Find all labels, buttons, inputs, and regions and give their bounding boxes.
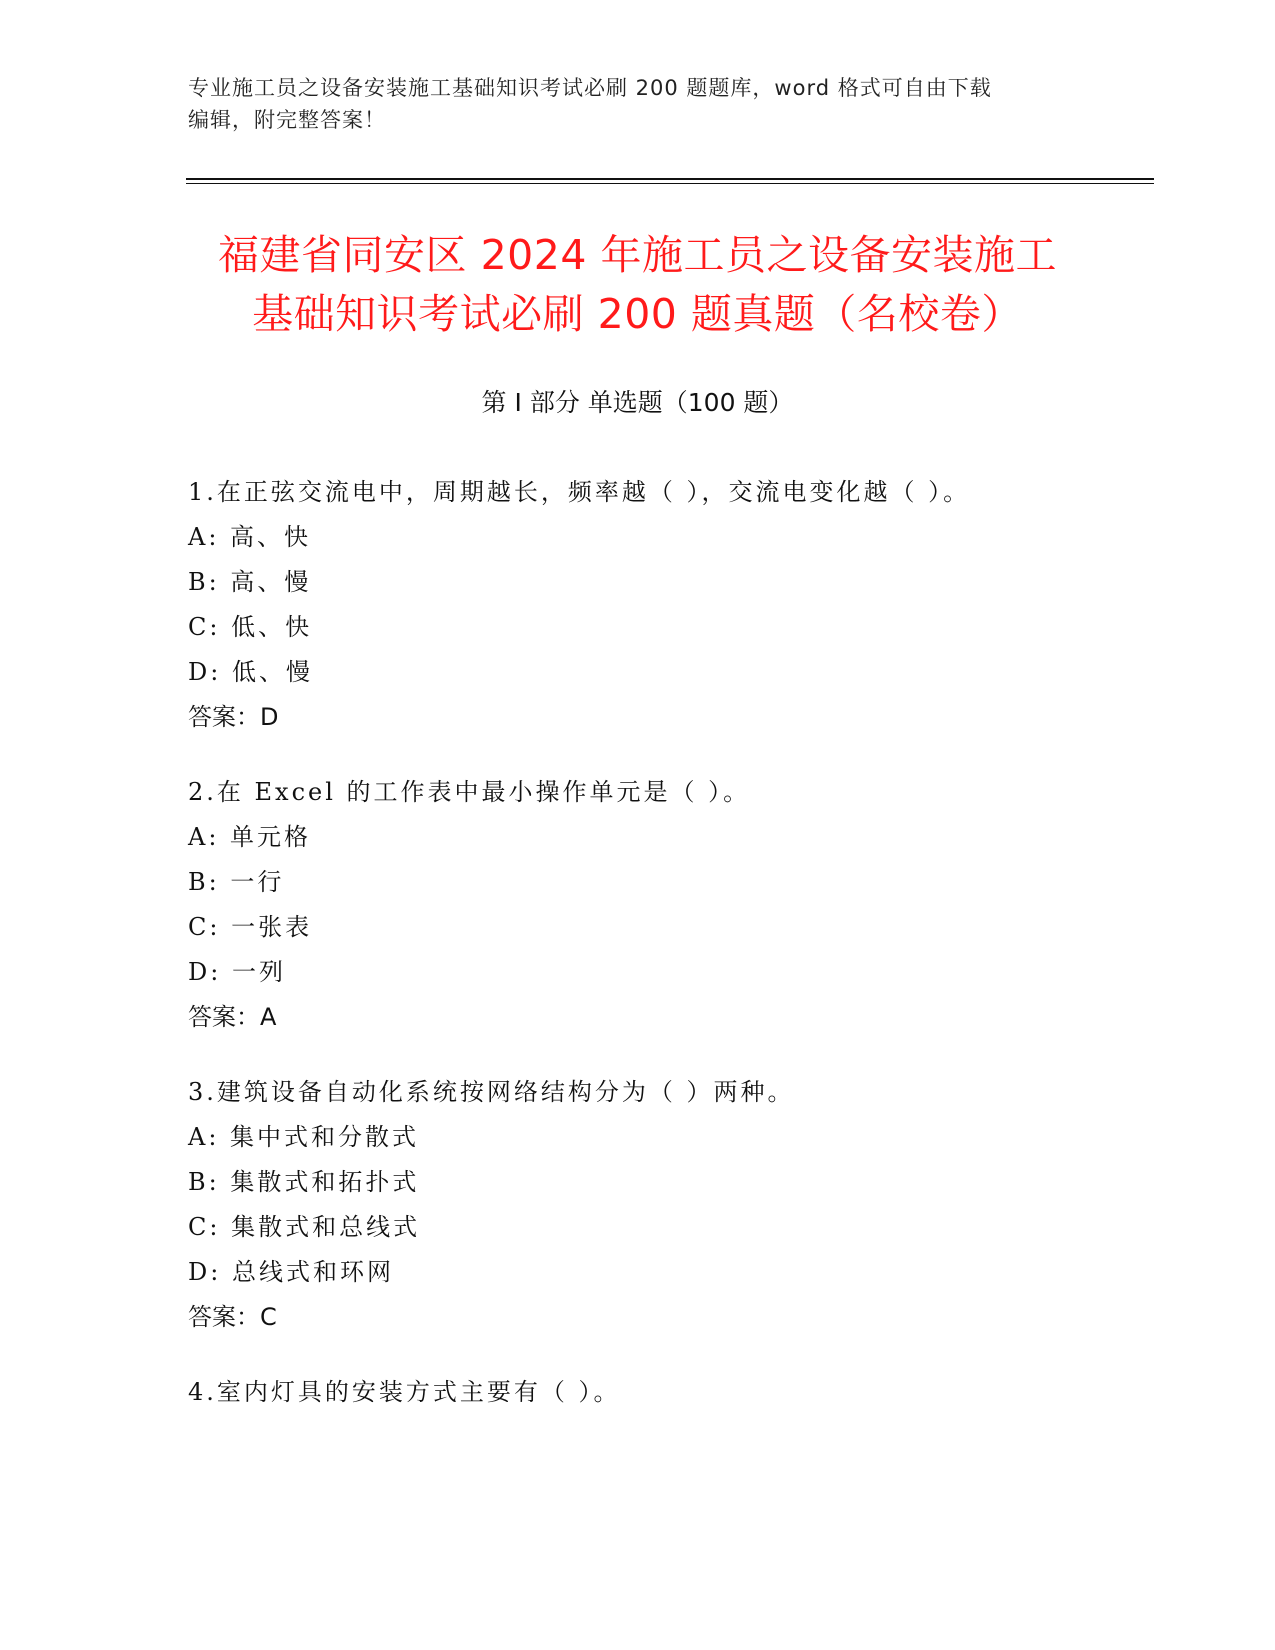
option-d: D: 总线式和环网 — [188, 1258, 394, 1286]
document-title — [150, 226, 1125, 344]
answer: 答案：D — [188, 703, 279, 731]
question-stem: 3.建筑设备自动化系统按网络结构分为（ ）两种。 — [188, 1078, 795, 1106]
question-3 — [188, 1077, 1148, 1332]
option-b: B: 高、慢 — [188, 568, 312, 596]
header-note-line-1: 专业施工员之设备安装施工基础知识考试必刷 200 题题库，word 格式可自由下载 — [188, 76, 992, 100]
question-4 — [188, 1377, 1148, 1407]
document-title-line-2: 基础知识考试必刷 200 题真题（名校卷） — [252, 290, 1023, 338]
question-stem: 1.在正弦交流电中，周期越长，频率越（ ），交流电变化越（ ）。 — [188, 478, 971, 506]
option-b: B: 集散式和拓扑式 — [188, 1168, 420, 1196]
header-note — [188, 72, 1088, 136]
option-d: D: 低、慢 — [188, 658, 313, 686]
option-a: A: 集中式和分散式 — [188, 1123, 420, 1151]
option-c: C: 低、快 — [188, 613, 313, 641]
question-stem: 2.在 Excel 的工作表中最小操作单元是（ ）。 — [188, 778, 751, 806]
section-heading: 第 I 部分 单选题（100 题） — [481, 388, 794, 417]
question-1 — [188, 477, 1148, 732]
option-b: B: 一行 — [188, 868, 285, 896]
question-2 — [188, 777, 1148, 1032]
option-a: A: 高、快 — [188, 523, 312, 551]
answer: 答案：A — [188, 1003, 277, 1031]
option-c: C: 集散式和总线式 — [188, 1213, 421, 1241]
option-a: A: 单元格 — [188, 823, 312, 851]
answer: 答案：C — [188, 1303, 277, 1331]
option-c: C: 一张表 — [188, 913, 313, 941]
document-title-line-1: 福建省同安区 2024 年施工员之设备安装施工 — [218, 231, 1057, 279]
question-list — [188, 477, 1148, 1452]
header-divider-thick — [186, 178, 1154, 180]
header-note-line-2: 编辑，附完整答案！ — [188, 108, 386, 132]
option-d: D: 一列 — [188, 958, 286, 986]
question-stem: 4.室内灯具的安装方式主要有（ ）。 — [188, 1378, 621, 1406]
header-divider-thin — [186, 183, 1154, 184]
